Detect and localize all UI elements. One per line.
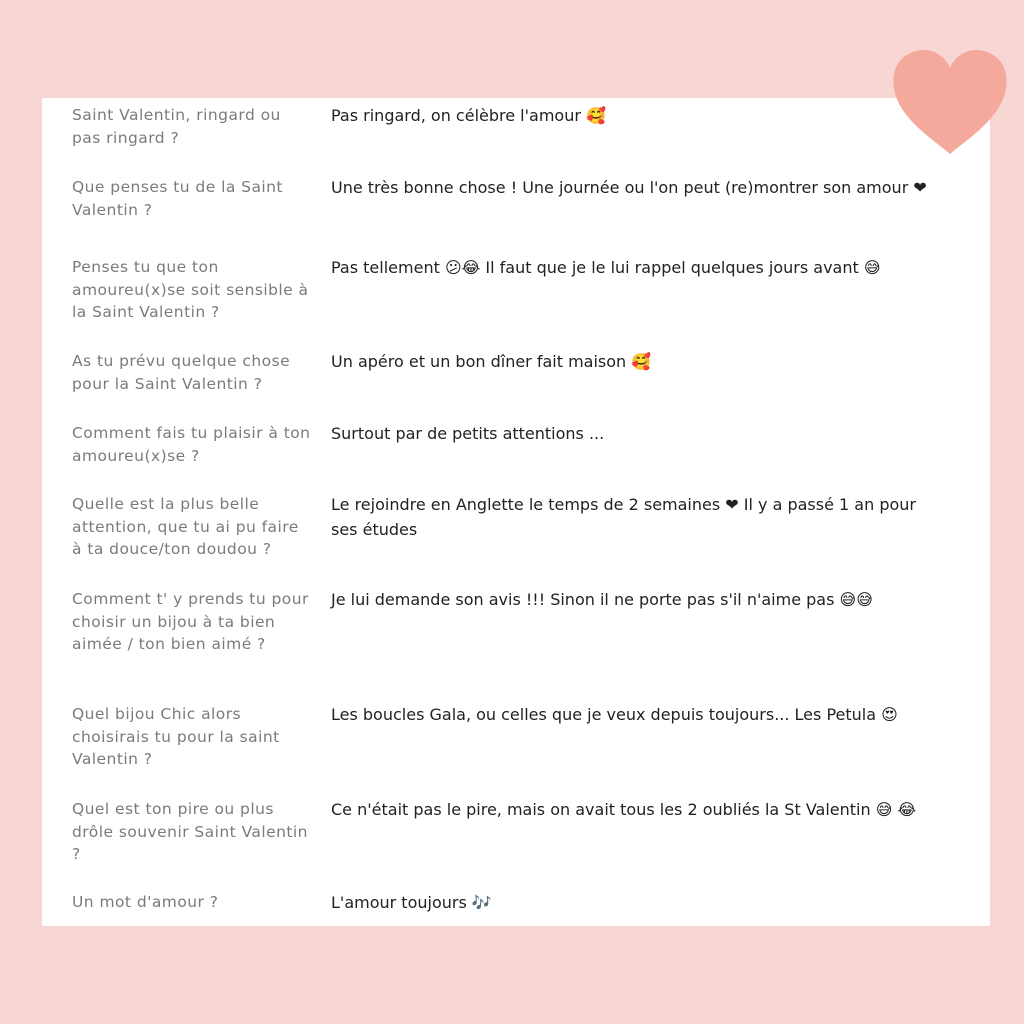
answer-text: L'amour toujours 🎶 bbox=[331, 893, 492, 912]
question-text: Quel est ton pire ou plus drôle souvenir Saint Valentin ? bbox=[72, 800, 308, 863]
question-text: Saint Valentin, ringard ou pas ringard ? bbox=[72, 106, 281, 147]
question-text: Quel bijou Chic alors choisirais tu pour la saint Valentin ? bbox=[72, 705, 280, 768]
answer-text: Les boucles Gala, ou celles que je veux depuis toujours... Les Petula 😍 bbox=[331, 705, 898, 724]
answer-text: Le rejoindre en Anglette le temps de 2 semaines ❤ Il y a passé 1 an pour ses études bbox=[331, 495, 916, 539]
heart-shape bbox=[893, 50, 1006, 154]
answer-text: Je lui demande son avis !!! Sinon il ne porte pas s'il n'aime pas 😅😅 bbox=[331, 590, 873, 609]
answer-text: Surtout par de petits attentions ... bbox=[331, 424, 605, 443]
question-text: Un mot d'amour ? bbox=[72, 893, 219, 911]
heart-icon bbox=[890, 48, 1010, 158]
question-text: Comment t' y prends tu pour choisir un bijou à ta bien aimée / ton bien aimé ? bbox=[72, 590, 309, 653]
question-text: Penses tu que ton amoureu(x)se soit sensible à la Saint Valentin ? bbox=[72, 258, 309, 321]
question-text: Comment fais tu plaisir à ton amoureu(x)se ? bbox=[72, 424, 311, 465]
question-text: Quelle est la plus belle attention, que tu ai pu faire à ta douce/ton doudou ? bbox=[72, 495, 299, 558]
answer-text: Un apéro et un bon dîner fait maison 🥰 bbox=[331, 352, 652, 371]
answer-text: Une très bonne chose ! Une journée ou l'on peut (re)montrer son amour ❤ bbox=[331, 178, 927, 197]
answer-text: Ce n'était pas le pire, mais on avait tous les 2 oubliés la St Valentin 😅 😂 bbox=[331, 800, 917, 819]
question-text: As tu prévu quelque chose pour la Saint Valentin ? bbox=[72, 352, 291, 393]
qa-card bbox=[42, 98, 990, 926]
answer-text: Pas tellement 😕😂 Il faut que je le lui rappel quelques jours avant 😅 bbox=[331, 258, 881, 277]
question-text: Que penses tu de la Saint Valentin ? bbox=[72, 178, 283, 219]
answer-text: Pas ringard, on célèbre l'amour 🥰 bbox=[331, 106, 606, 125]
